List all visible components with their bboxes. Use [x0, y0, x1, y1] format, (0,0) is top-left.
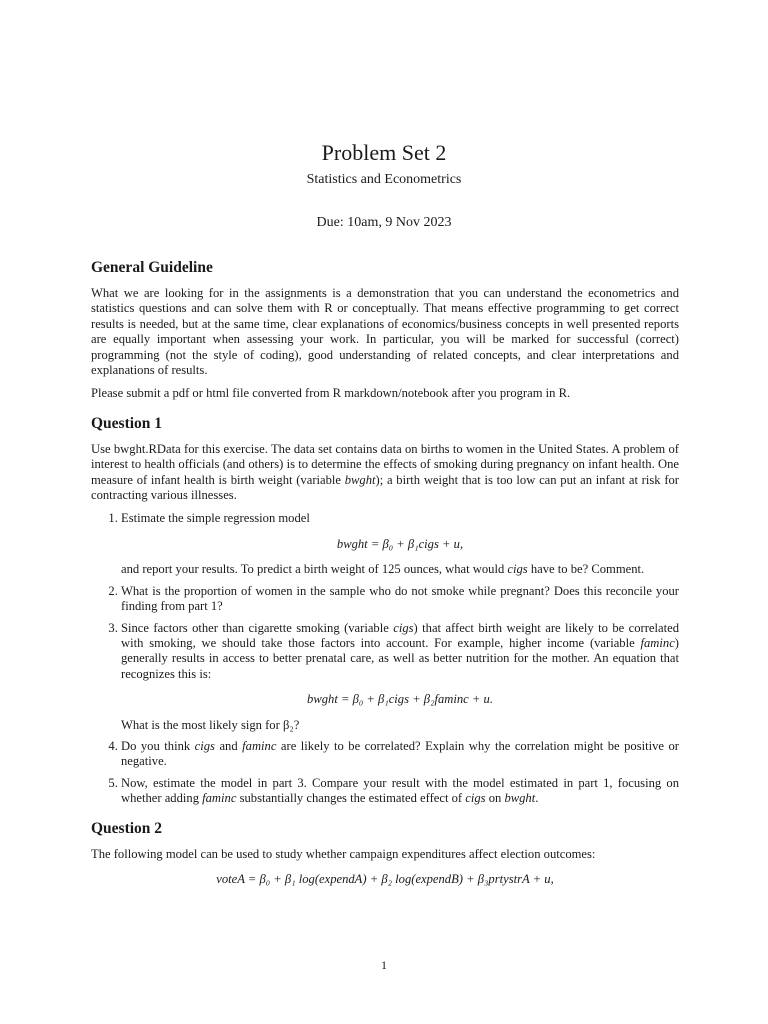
submission-paragraph: Please submit a pdf or html file converted from R markdown/notebook after you program in R. [91, 386, 571, 401]
list-item: 1. Estimate the simple regression model bwght = β₀ + β₁cigs + u, and report your results. To predict a birth weight of 125 ounces, what would cigs have to be? Comment. [121, 511, 679, 577]
list-item: 4. Do you think cigs and faminc are likely to be correlated? Explain why the correlation might be positive or negative. [121, 739, 679, 770]
list-item: 3. Since factors other than cigarette smoking (variable cigs) that affect birth weight are likely to be correlated with smoking, we should take those factors into account. For example, higher income (variable faminc) generally results in access to better prenatal care, as well as better nutrition for the mother. An equation that recognizes this is: bwght = β₀ + β₁cigs + β₂faminc + u. What is the most likely sign for β₂? [121, 621, 679, 733]
question-2-section [91, 819, 679, 888]
equation-1: bwght = β₀ + β₁cigs + u, [336, 536, 464, 551]
equation-3: voteA = β₀ + β₁ log(expendA) + β₂ log(expendB) + β₃prtystrA + u, [216, 871, 554, 886]
list-item: 2. What is the proportion of women in the sample who do not smoke while pregnant? Does this reconcile your finding from part 1? [121, 584, 679, 615]
general-guideline-section [91, 258, 679, 402]
equation-2: bwght = β₀ + β₁cigs + β₂faminc + u. [307, 692, 493, 707]
question-2-heading: Question 2 [91, 819, 163, 837]
guideline-paragraph: What we are looking for in the assignments is a demonstration that you can understand the econometrics and statistics questions and can solve them with R or conceptually. That means effective programming to get correct results is needed, but at the same time, clear explanations of economics/business concepts in well presented reports are equally important when assessing your work. In particular, you will be marked for successful (correct) programming (not the style of coding), good understanding of related concepts, and clear interpretations and explanations of results. [91, 286, 679, 378]
question-1-heading: Question 1 [91, 414, 163, 432]
document-subtitle: Statistics and Econometrics [306, 172, 462, 187]
page-number: 1 [381, 958, 387, 972]
list-item: 5. Now, estimate the model in part 3. Compare your result with the model estimated in part 1, focusing on whether adding faminc substantially changes the estimated effect of cigs on bwght. [121, 776, 679, 807]
question-2-intro: The following model can be used to study whether campaign expenditures affect election outcomes: [91, 846, 596, 861]
general-guideline-heading: General Guideline [91, 259, 213, 276]
question-1-section [91, 414, 679, 807]
document-title: Problem Set 2 [321, 140, 447, 165]
question-1-intro: Use bwght.RData for this exercise. The data set contains data on births to women in the United States. A problem of interest to health officials (and others) is to determine the effects of smoking during pregnancy on infant health. One measure of infant health is birth weight (variable bwght); a birth weight that is too low can put an infant at risk for contracting various illnesses. [91, 441, 679, 503]
document-body [91, 258, 679, 897]
question-1-items [91, 511, 679, 806]
due-date: Due: 10am, 9 Nov 2023 [316, 215, 452, 230]
